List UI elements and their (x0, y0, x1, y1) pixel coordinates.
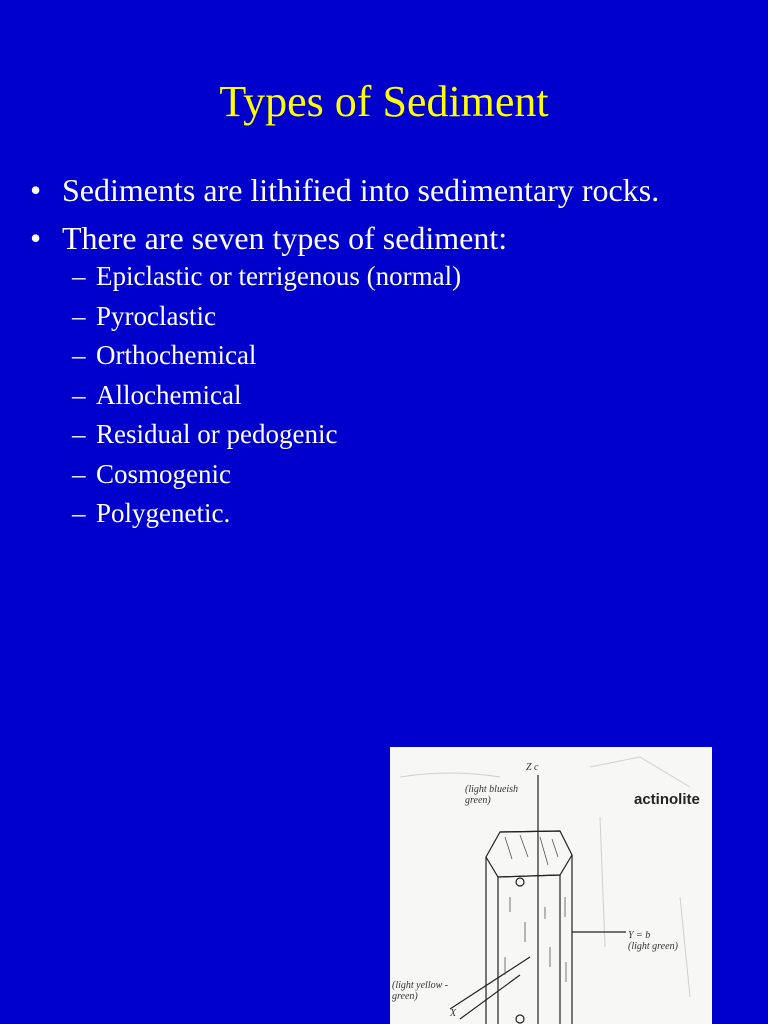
figure-title: actinolite (634, 791, 700, 808)
bullet-text: There are seven types of sediment: (62, 220, 508, 256)
bullet-item (30, 214, 750, 262)
sediment-type-item (72, 494, 461, 534)
sediment-type-label: Pyroclastic (96, 300, 216, 331)
sediment-type-label: Residual or pedogenic (96, 419, 338, 449)
y-color-label: (light green) (628, 941, 678, 952)
sediment-type-item (72, 415, 461, 455)
bullet-list (30, 166, 750, 262)
dash-icon: – (72, 498, 86, 528)
sediment-type-list (72, 257, 461, 534)
sediment-type-label: Epiclastic or terrigenous (normal) (96, 261, 462, 291)
sediment-type-label: Polygenetic. (96, 498, 231, 528)
y-axis-label: Y = b (628, 930, 651, 941)
dash-icon: – (72, 419, 86, 449)
dash-icon: – (72, 379, 86, 410)
slide-title: Types of Sediment (219, 77, 549, 126)
bullet-text: Sediments are lithified into sedimentary rocks. (62, 172, 660, 208)
sediment-type-item (72, 257, 461, 297)
sediment-type-label: Orthochemical (96, 340, 257, 370)
sediment-type-item (72, 455, 461, 495)
top-color-label-2: green) (465, 795, 491, 806)
sediment-type-label: Allochemical (96, 379, 242, 410)
z-axis-label: Z c (526, 762, 539, 773)
x-axis-label: X (450, 1008, 457, 1019)
sediment-type-item (72, 336, 461, 376)
bullet-icon: • (30, 220, 42, 256)
bullet-icon: • (30, 172, 42, 208)
dash-icon: – (72, 340, 86, 370)
x-color-label: (light yellow - (392, 980, 449, 991)
dash-icon: – (72, 300, 86, 331)
sediment-type-item (72, 376, 461, 416)
x-color-label-2: green) (392, 991, 418, 1002)
sediment-type-item (72, 297, 461, 337)
bullet-item (30, 166, 750, 214)
top-color-label: (light blueish (465, 784, 519, 795)
actinolite-crystal-figure (390, 747, 712, 1024)
sediment-type-label: Cosmogenic (96, 458, 231, 489)
dash-icon: – (72, 261, 86, 291)
dash-icon: – (72, 458, 86, 489)
